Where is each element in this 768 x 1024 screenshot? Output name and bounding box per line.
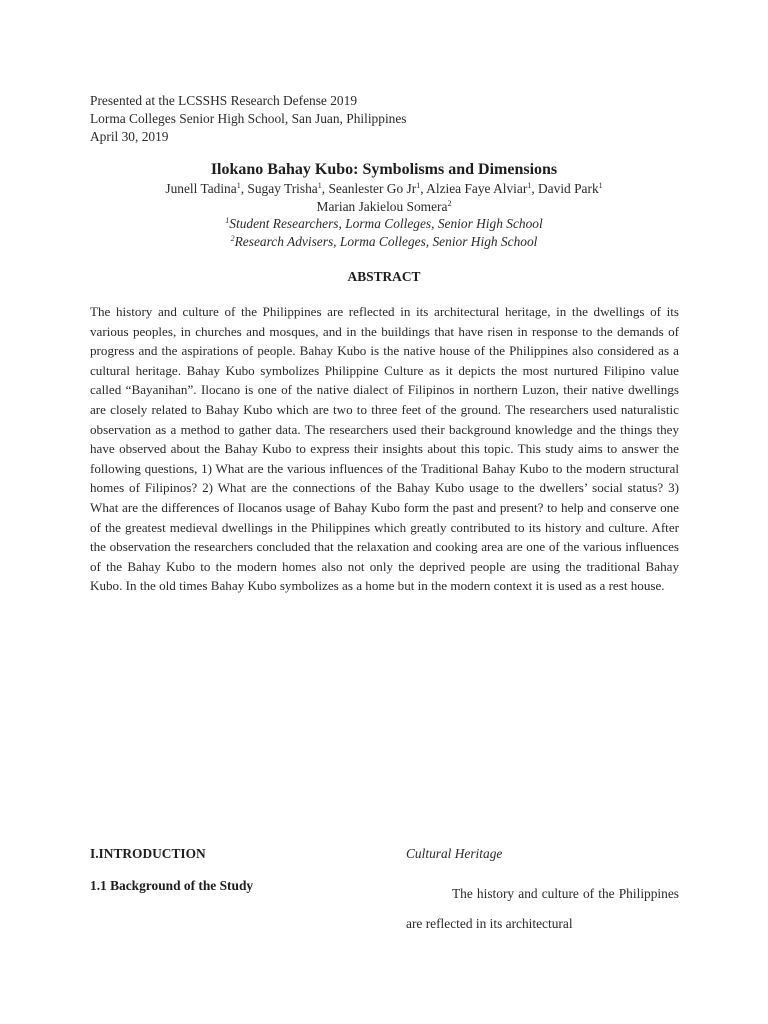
introduction-heading: I.INTRODUCTION [90, 846, 206, 861]
abstract-heading: ABSTRACT [347, 269, 421, 284]
author-affiliation-mark: 1 [317, 181, 322, 190]
author-affiliation-mark: 1 [416, 181, 421, 190]
author-affiliation-mark: 1 [527, 181, 532, 190]
right-column [406, 845, 679, 939]
paper-title: Ilokano Bahay Kubo: Symbolisms and Dimensions [210, 161, 558, 178]
introduction-paragraph: The history and culture of the Philippines are reflected in its architectural [406, 886, 679, 931]
author-line-2 [0, 198, 768, 216]
affiliation-mark: 1 [225, 216, 230, 225]
cultural-heritage-heading: Cultural Heritage [406, 846, 503, 861]
author-name: David Park [538, 181, 599, 196]
author-affiliation-mark: 1 [236, 181, 241, 190]
affiliation-mark: 2 [230, 234, 235, 243]
author-name: Junell Tadina [165, 181, 237, 196]
left-column [90, 845, 350, 895]
affiliation-2 [0, 233, 768, 251]
author-name: Seanlester Go Jr [328, 181, 417, 196]
presentation-header [90, 92, 407, 146]
background-heading: 1.1 Background of the Study [90, 878, 254, 893]
author-name: Marian Jakielou Somera [316, 199, 448, 214]
affiliation-1 [0, 215, 768, 233]
abstract-body: The history and culture of the Philippines are reflected in its architectural heritage, in the dwellings of its various peoples, in churches and mosques, and in the buildings that have risen in response to the demands of progress and the aspirations of people. Bahay Kubo is the native house of the Philippines also considered as a cultural heritage. Bahay Kubo symbolizes Philippine Culture as it depicts the most nurtured Filipino value called “Bayanihan”. Ilocano is one of the native dialect of Filipinos in northern Luzon, their native dwellings are closely related to Bahay Kubo which are two to three feet of the ground. The researchers used naturalistic observation as a method to gather data. The researchers used their background knowledge and the things they have observed about the Bahay Kubo to express their insights about this topic. This study aims to answer the following questions, 1) What are the various influences of the Traditional Bahay Kubo to the modern structural homes of Filipinos? 2) What are the connections of the Bahay Kubo usage to the dwellers’ social status? 3) What are the differences of Ilocanos usage of Bahay Kubo form the past and present? to help and conserve one of the greatest medieval dwellings in the Philippines which greatly contributed to its history and culture. After the observation the researchers concluded that the relaxation and cooking area are one of the various influences of the Bahay Kubo to the modern homes also not only the deprived people are using the traditional Bahay Kubo. In the old times Bahay Kubo symbolizes as a home but in the modern context it is used as a rest house. [90, 304, 679, 594]
author-affiliation-mark: 1 [598, 181, 603, 190]
header-event: Presented at the LCSSHS Research Defense 2019 [90, 93, 358, 108]
author-line-1: Junell Tadina$^1$, Sugay Trisha$^1$, Seanlester Go Jr$^1$, Alziea Faye Alviar$^1$, David Park$^1$ [165, 181, 603, 196]
affiliation-text: Research Advisers, Lorma Colleges, Senior High School [234, 234, 538, 249]
affiliation-text: Student Researchers, Lorma Colleges, Senior High School [229, 216, 543, 231]
author-affiliation-mark: 2 [447, 199, 452, 208]
author-name: Alziea Faye Alviar [426, 181, 528, 196]
author-list [0, 180, 768, 216]
author-name: Sugay Trisha [247, 181, 318, 196]
header-school: Lorma Colleges Senior High School, San Juan, Philippines [90, 111, 407, 126]
header-date: April 30, 2019 [90, 129, 169, 144]
